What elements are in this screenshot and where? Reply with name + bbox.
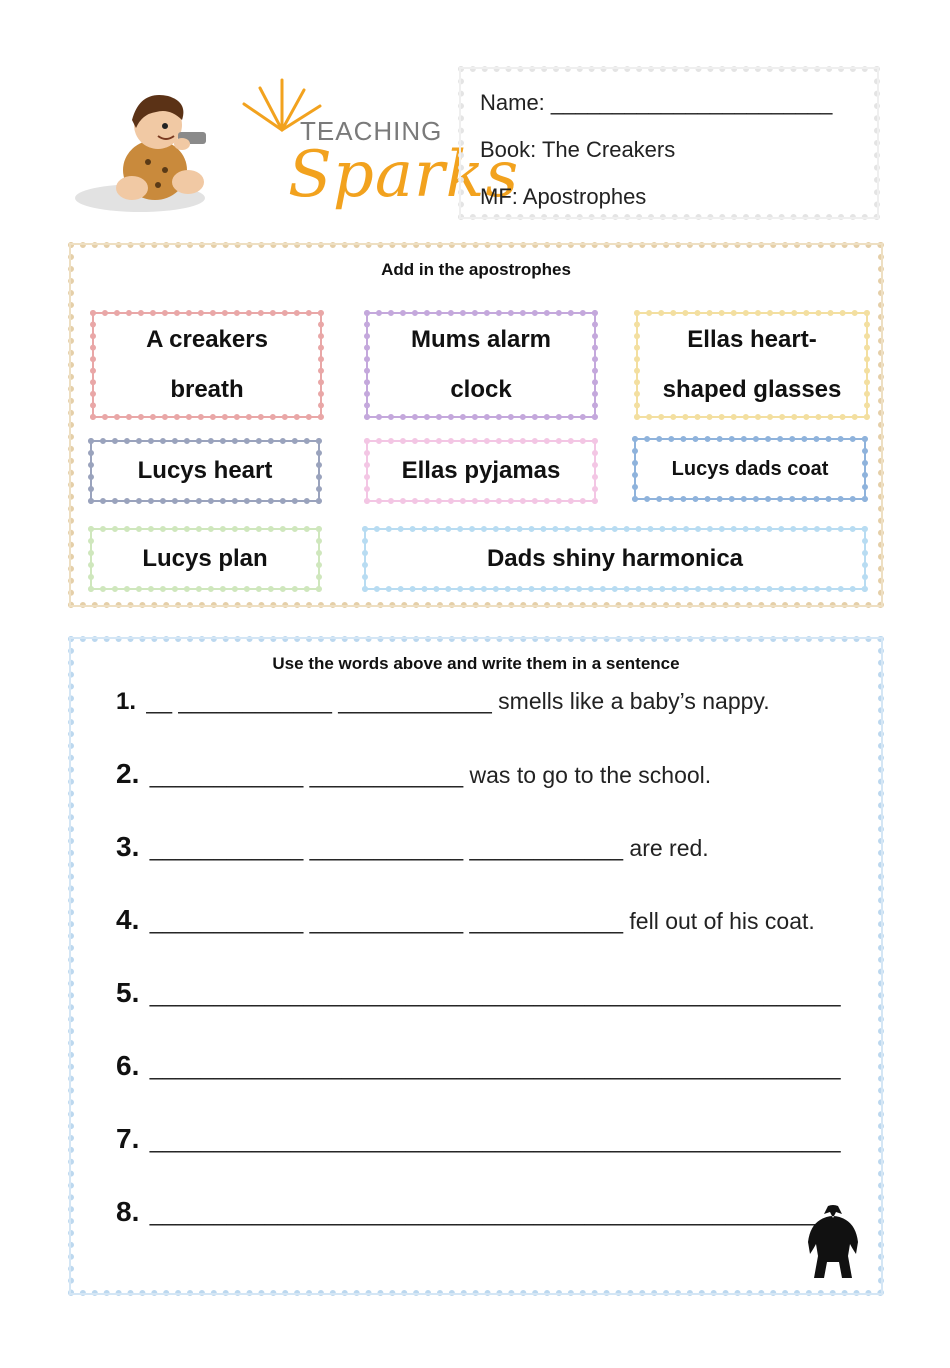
caveboy-illustration — [70, 70, 230, 220]
mf-label: MF: Apostrophes — [480, 184, 647, 209]
logo-sparks-text: Sparks — [288, 138, 520, 212]
word-line: A creakers — [146, 326, 268, 353]
sentence-text: ____________ ____________ ____________ are red. — [149, 835, 709, 861]
sentence-text: ______________________________________________________ — [149, 1127, 841, 1153]
sentence-line-5[interactable] — [116, 977, 841, 1009]
sentence-text: ______________________________________________________ — [149, 981, 841, 1007]
teaching-sparks-logo — [70, 70, 520, 220]
creaker-monster-silhouette — [806, 1204, 860, 1282]
line-number: 8. — [116, 1196, 140, 1227]
word-box-dads-harmonica — [362, 526, 868, 592]
line-number: 3. — [116, 831, 140, 862]
sentences-title: Use the words above and write them in a sentence — [272, 654, 680, 673]
word-line: shaped glasses — [662, 376, 842, 403]
sentence-line-6[interactable] — [116, 1050, 841, 1082]
word-line: Mums alarm — [410, 326, 552, 353]
word-line: Lucys heart — [137, 457, 273, 484]
sentence-line-1[interactable] — [116, 688, 770, 716]
sentence-text: __ ____________ ____________ smells like a baby’s nappy. — [146, 688, 770, 714]
word-box-lucys-plan — [88, 526, 322, 592]
word-line: Ellas heart- — [687, 326, 817, 353]
word-box-creakers-breath — [90, 310, 324, 420]
line-number: 4. — [116, 904, 140, 935]
sentence-line-4[interactable] — [116, 904, 815, 936]
word-line: clock — [450, 376, 512, 403]
word-line: breath — [170, 376, 244, 403]
word-box-lucys-heart — [88, 438, 322, 504]
sentence-line-8[interactable] — [116, 1196, 841, 1228]
line-number: 7. — [116, 1123, 140, 1154]
word-line: Ellas pyjamas — [401, 457, 561, 484]
sentence-line-3[interactable] — [116, 831, 709, 863]
name-field[interactable]: Name: _______________________ — [480, 90, 833, 115]
line-number: 2. — [116, 758, 140, 789]
student-info-box — [458, 66, 880, 220]
sentence-line-7[interactable] — [116, 1123, 841, 1155]
book-title: Book: The Creakers — [480, 137, 676, 162]
apostrophes-panel — [68, 242, 884, 608]
word-box-mums-alarm-clock — [364, 310, 598, 420]
sentence-text: ____________ ____________ ____________ fell out of his coat. — [149, 908, 815, 934]
line-number: 6. — [116, 1050, 140, 1081]
sentence-text: ______________________________________________________ — [149, 1200, 841, 1226]
word-box-ellas-pyjamas — [364, 438, 598, 504]
logo-teaching-text: TEACHING — [300, 116, 443, 146]
sentence-text: ____________ ____________ was to go to the school. — [149, 762, 712, 788]
line-number: 1. — [116, 688, 137, 715]
word-box-lucys-dads-coat — [632, 436, 868, 502]
word-line: Lucys plan — [142, 545, 268, 572]
word-line: Dads shiny harmonica — [486, 545, 744, 572]
word-box-ellas-glasses — [634, 310, 870, 420]
apostrophes-title: Add in the apostrophes — [381, 260, 571, 279]
sentence-text: ______________________________________________________ — [149, 1054, 841, 1080]
sentence-line-2[interactable] — [116, 758, 711, 790]
line-number: 5. — [116, 977, 140, 1008]
word-line: Lucys dads coat — [671, 458, 829, 480]
